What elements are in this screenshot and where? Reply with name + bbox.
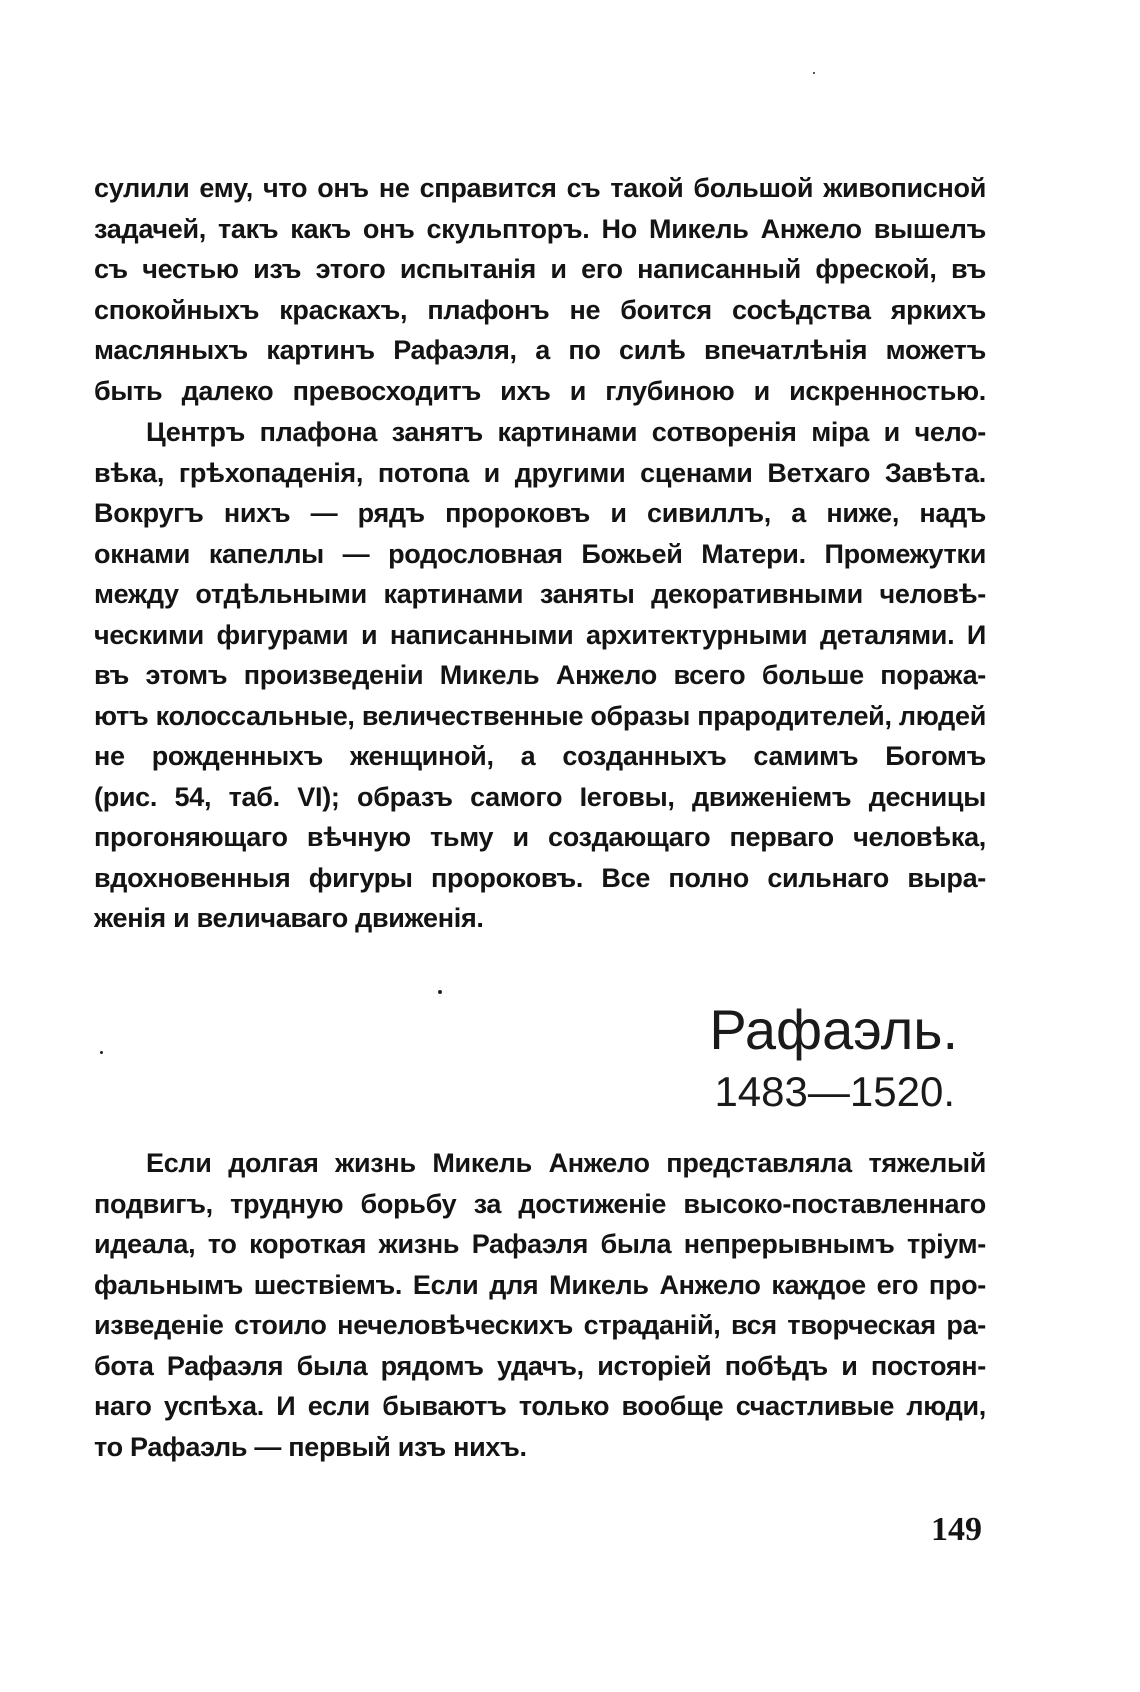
paragraph-3 xyxy=(94,1143,986,1467)
text-line: сулили ему, что онъ не справится съ такой большой живописной xyxy=(94,173,986,203)
text-line: прогоняющаго вѣчную тьму и создающаго перваго человѣка, xyxy=(94,822,986,852)
text-line: задачей, такъ какъ онъ скульпторъ. Но Микель Анжело вышелъ xyxy=(94,213,986,244)
text-line: то Рафаэль — первый изъ нихъ. xyxy=(94,1431,527,1462)
text-line: женія и величаваго движенія. xyxy=(94,903,484,933)
text-line: ческими фигурами и написанными архитектурными деталями. И xyxy=(94,619,986,650)
text-line: вѣка, грѣхопаденія, потопа и другими сценами Ветхаго Завѣта. xyxy=(94,457,986,488)
section-dates: 1483—1520. xyxy=(714,1068,955,1115)
text-line: Вокругъ нихъ — рядъ пророковъ и сивиллъ, а ниже, надъ xyxy=(94,498,986,528)
text-line: между отдѣльными картинами заняты декоративными человѣ- xyxy=(94,579,986,609)
print-speck xyxy=(813,72,815,74)
text-line: ютъ колоссальные, величественные образы прародителей, людей xyxy=(94,700,986,731)
text-line: не рожденныхъ женщиной, а созданныхъ самимъ Богомъ xyxy=(94,741,986,771)
text-line: (рис. 54, таб. VI); образъ самого Іеговы, движеніемъ десницы xyxy=(94,781,986,812)
print-speck xyxy=(438,990,442,994)
text-line: быть далеко превосходитъ ихъ и глубиною и искренностью. xyxy=(94,375,986,406)
text-line: масляныхъ картинъ Рафаэля, а по силѣ впечатлѣнія можетъ xyxy=(94,335,986,365)
text-line: идеала, то короткая жизнь Рафаэля была непрерывнымъ тріум- xyxy=(94,1229,986,1259)
text-line: бота Рафаэля была рядомъ удачъ, исторіей побѣдъ и постоян- xyxy=(94,1350,986,1381)
text-line: съ честью изъ этого испытанія и его написанный фреской, въ xyxy=(94,254,986,284)
text-line: наго успѣха. И если бываютъ только вообще счастливые люди, xyxy=(94,1391,986,1421)
text-line: изведеніе стоило нечеловѣческихъ страданій, вся творческая ра- xyxy=(94,1310,986,1340)
paragraph-2 xyxy=(94,412,986,939)
text-line: вдохновенныя фигуры пророковъ. Все полно сильнаго выра- xyxy=(94,862,986,893)
text-line: спокойныхъ краскахъ, плафонъ не боится сосѣдства яркихъ xyxy=(94,294,986,325)
page-number: 149 xyxy=(931,1511,982,1548)
text-line: окнами капеллы — родословная Божьей Матери. Промежутки xyxy=(94,538,986,569)
text-line: подвигъ, трудную борьбу за достиженіе высоко-поставленнаго xyxy=(94,1188,986,1219)
text-line: Если долгая жизнь Микель Анжело представляла тяжелый xyxy=(146,1148,986,1178)
section-heading: Рафаэль. xyxy=(709,998,958,1061)
text-line: Центръ плафона занятъ картинами сотворенія міра и чело- xyxy=(146,417,986,447)
text-line: въ этомъ произведеніи Микель Анжело всего больше поража- xyxy=(94,660,986,690)
paragraph-1 xyxy=(94,168,986,411)
print-speck xyxy=(100,1051,103,1054)
text-line: фальнымъ шествіемъ. Если для Микель Анжело каждое его про- xyxy=(94,1269,986,1300)
